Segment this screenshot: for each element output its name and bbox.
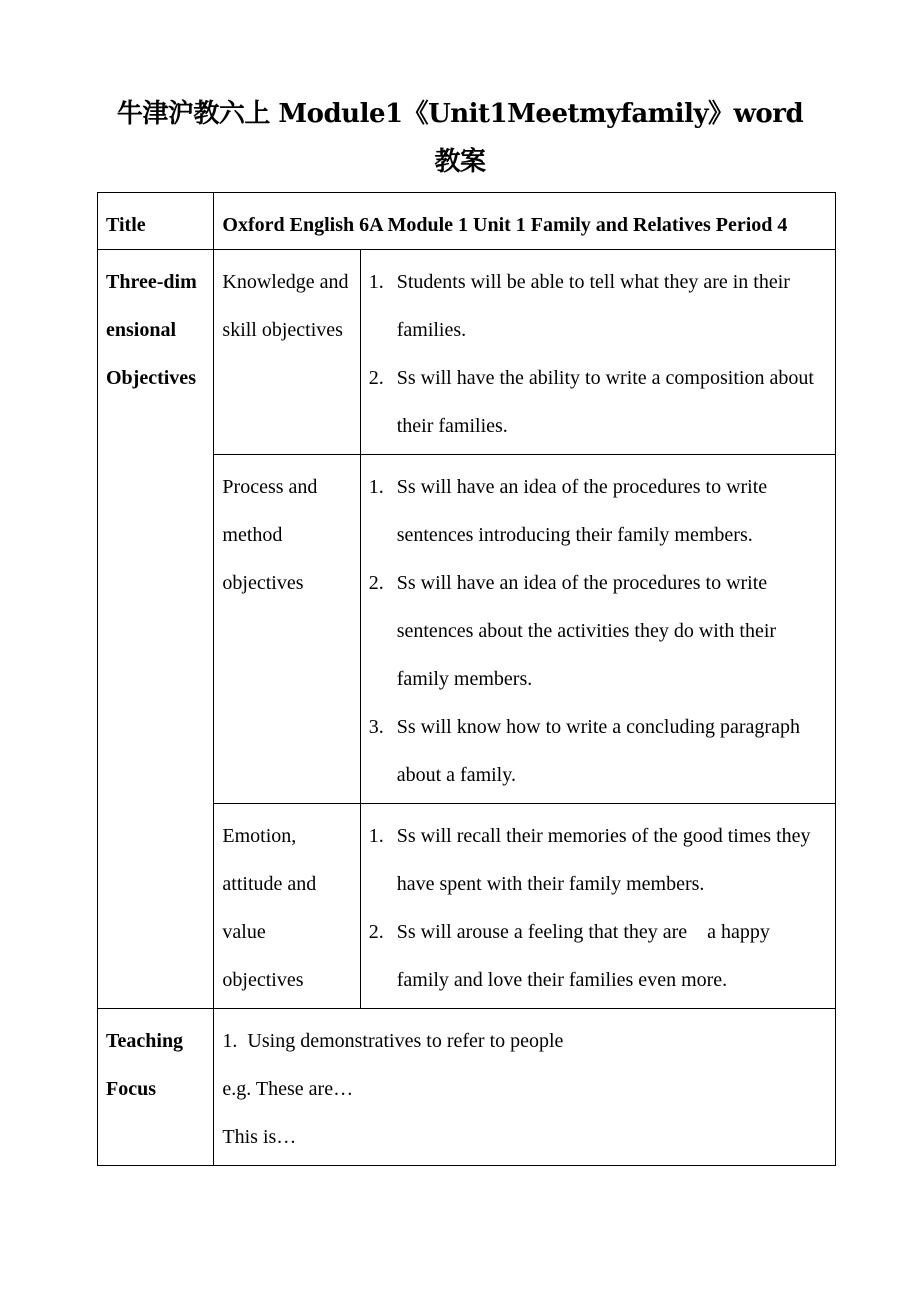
objective-group-items [360, 455, 835, 804]
focus-label-part: Focus [106, 1078, 156, 1100]
focus-label-part: Teaching [106, 1030, 184, 1052]
title-row [98, 193, 836, 250]
list-item: 3. Ss will know how to write a concluding paragraph about a family. [368, 716, 800, 786]
document-title [0, 90, 920, 186]
list-item: 2. Ss will arouse a feeling that they are a happy family and love their families even more. [368, 921, 775, 991]
title-line-2: 教案 [434, 147, 486, 177]
list-item: 2. Ss will have the ability to write a composition about their families. [368, 367, 814, 437]
list-item: 2. Ss will have an idea of the procedures to write sentences about the activities they do with their family members. [368, 572, 777, 690]
objective-group-name: Knowledge and skill objectives [214, 250, 360, 455]
title-label: Title [98, 193, 214, 250]
objective-group-items [360, 250, 835, 455]
title-line-1: 牛津沪教六上 Module1《Unit1Meetmyfamily》word [116, 99, 804, 129]
objective-group-name: Process and method objectives [214, 455, 360, 804]
lesson-plan-table [97, 192, 836, 1166]
objectives-label-part: Objectives [106, 367, 196, 389]
focus-line: e.g. These are… [222, 1078, 354, 1100]
focus-line: 1. Using demonstratives to refer to people [222, 1030, 564, 1052]
teaching-focus-row [98, 1009, 836, 1166]
objectives-label-part: Three-dim [106, 271, 197, 293]
teaching-focus-label [98, 1009, 214, 1166]
list-item: 1. Ss will recall their memories of the good times they have spent with their family members. [368, 825, 811, 895]
objective-group-items [360, 804, 835, 1009]
objectives-label [98, 250, 214, 1009]
objectives-label-part: ensional [106, 319, 177, 341]
objectives-row-knowledge [98, 250, 836, 455]
title-value: Oxford English 6A Module 1 Unit 1 Family and Relatives Period 4 [214, 193, 836, 250]
focus-line: This is… [222, 1126, 297, 1148]
list-item: 1. Ss will have an idea of the procedures to write sentences introducing their family members. [368, 476, 768, 546]
objective-group-name: Emotion, attitude and value objectives [214, 804, 360, 1009]
list-item: 1. Students will be able to tell what they are in their families. [368, 271, 790, 341]
teaching-focus-content [214, 1009, 836, 1166]
